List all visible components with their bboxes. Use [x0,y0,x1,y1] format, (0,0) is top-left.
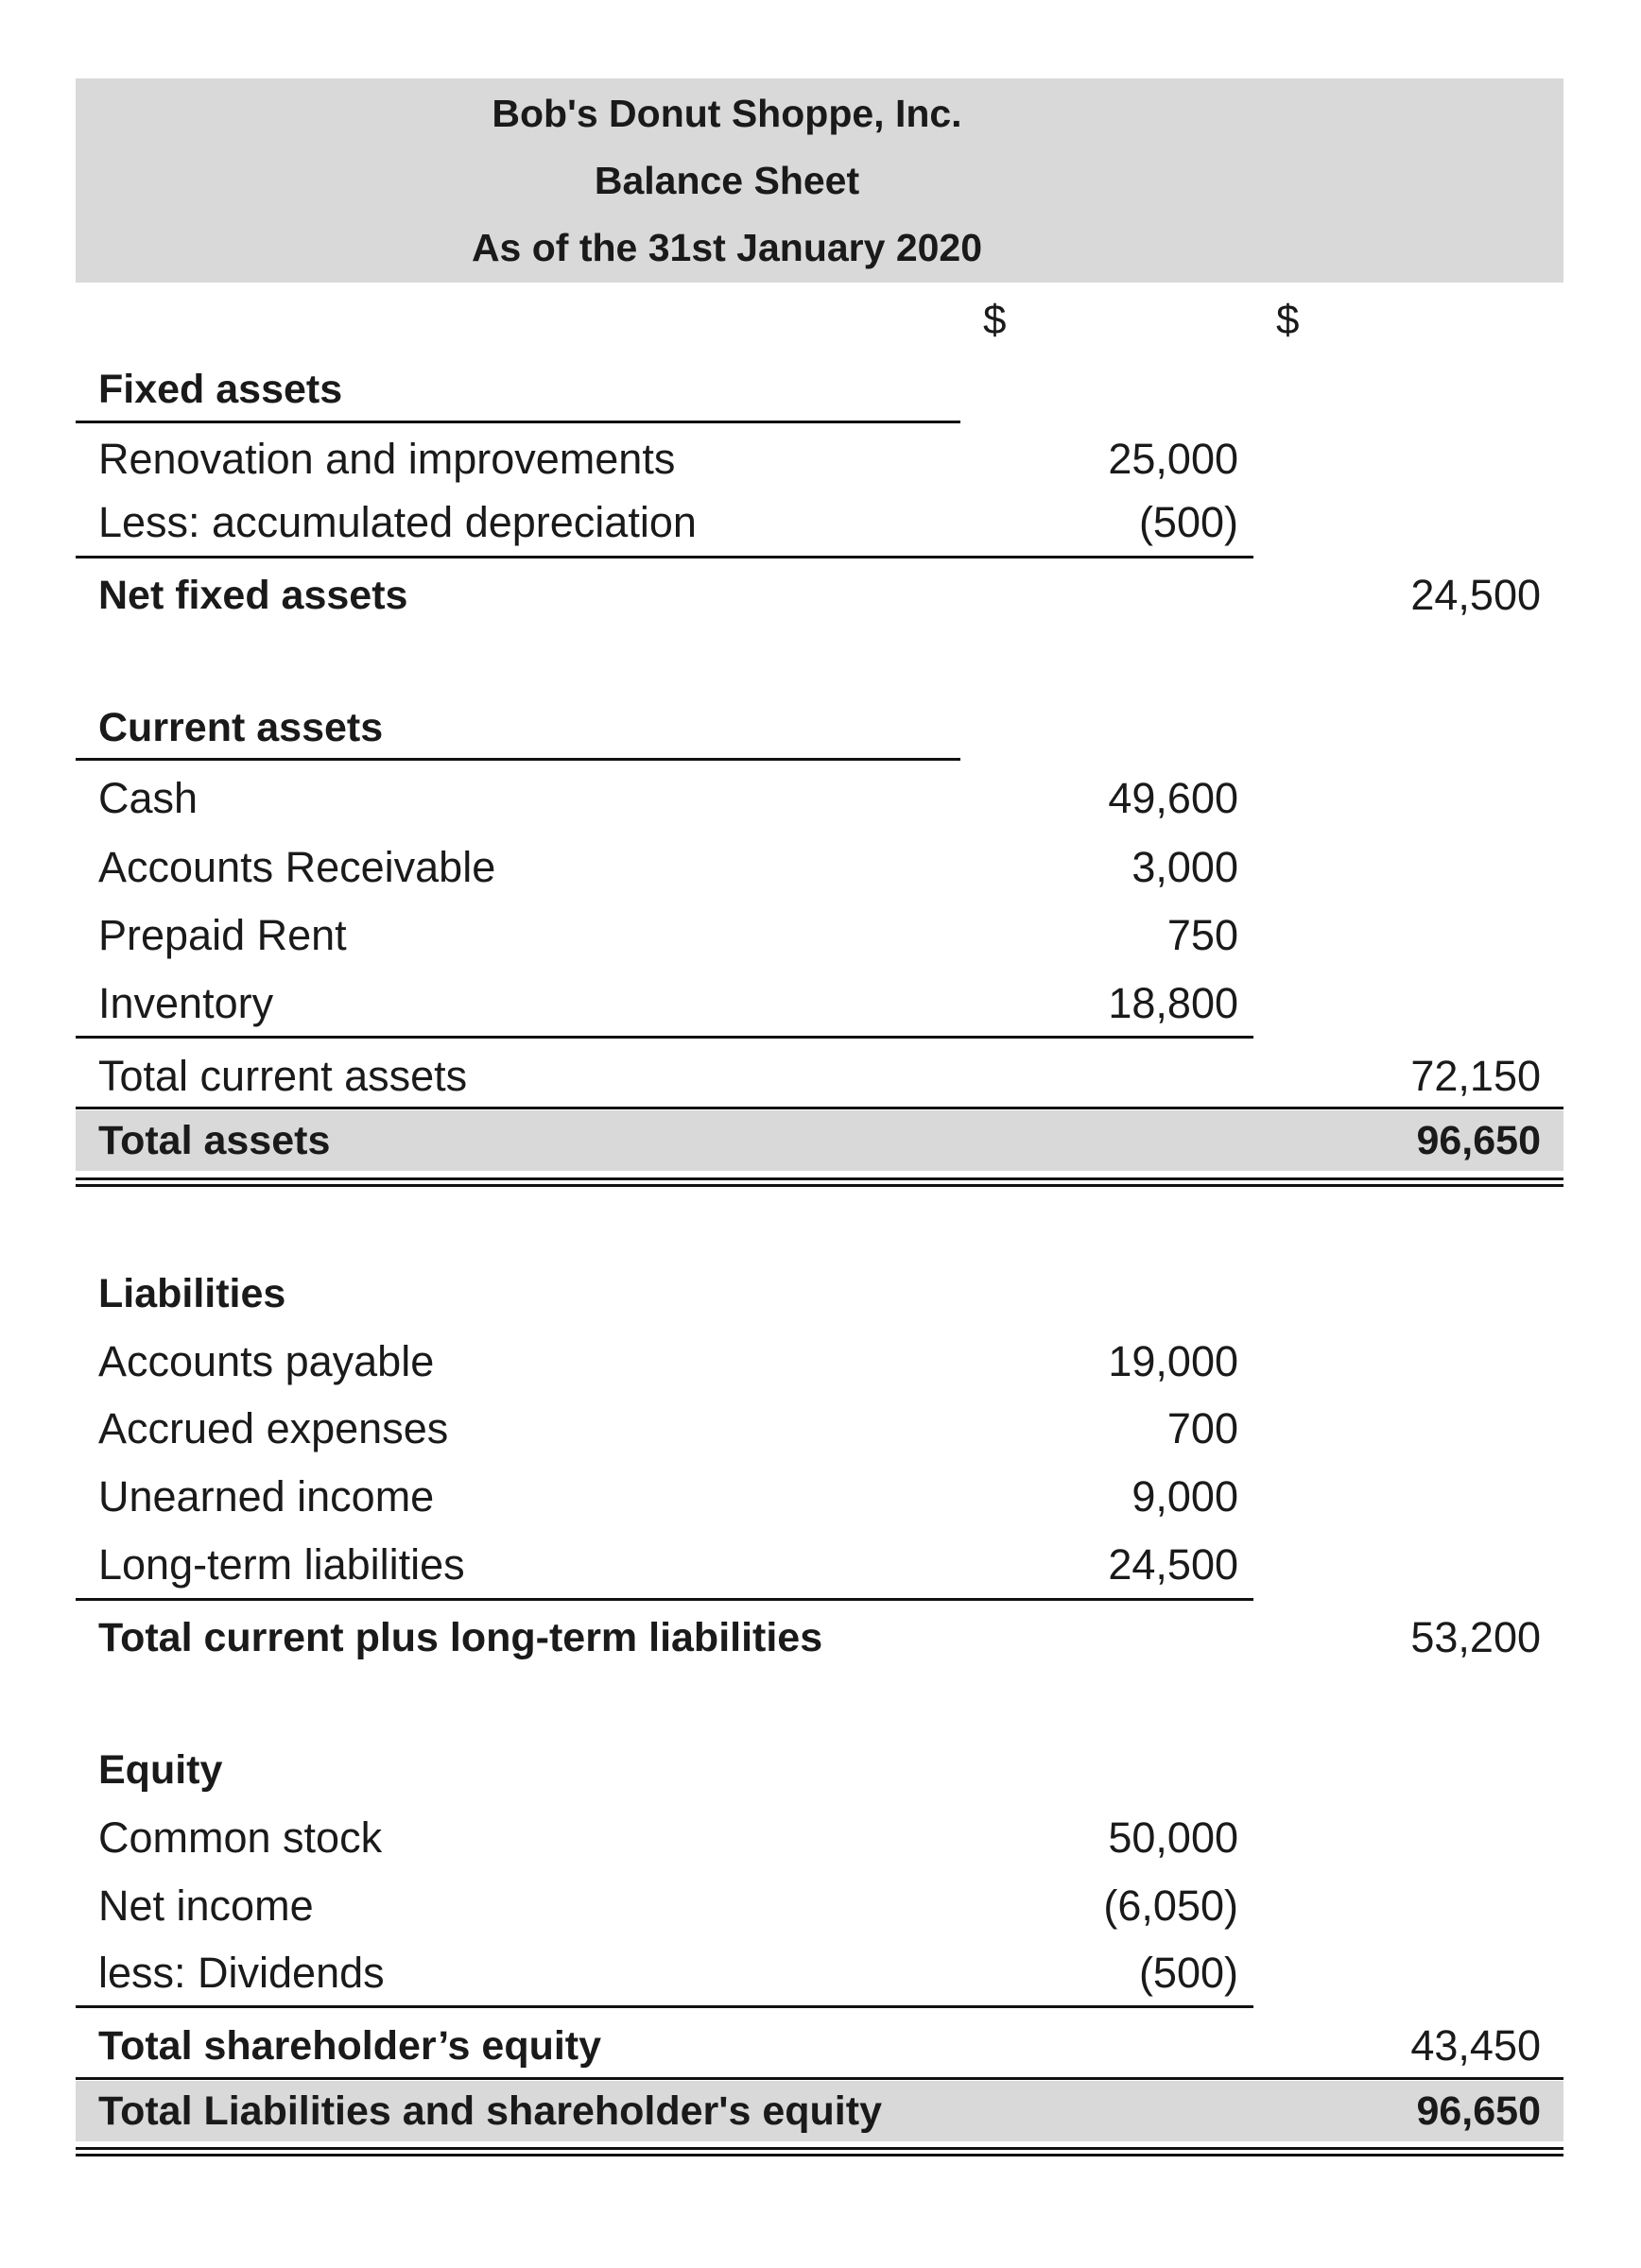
divider [76,1036,1253,1039]
line-item-value: 700 [1166,1404,1238,1452]
line-item-label: Cash [98,774,199,822]
subtotal-value: 72,150 [1410,1052,1541,1100]
line-item [76,1400,1563,1457]
divider [76,556,1253,558]
line-item [76,770,1563,827]
grand-total-value: 96,650 [1416,2088,1541,2134]
line-item-value: 25,000 [1108,435,1238,483]
subtotal-label: Net fixed assets [98,573,408,618]
line-item-value: 750 [1166,911,1238,959]
line-item-value: 19,000 [1108,1337,1238,1385]
line-item-value: (6,050) [1103,1881,1238,1930]
subtotal-row [76,1048,1563,1105]
line-item-value: 49,600 [1108,774,1238,822]
line-item-label: Prepaid Rent [98,911,347,959]
balance-sheet [76,78,1563,2174]
divider [76,1107,1563,1109]
subtotal-row [76,2018,1563,2074]
company-name: Bob's Donut Shoppe, Inc. [492,92,962,135]
currency-header-col1: $ [983,297,1007,343]
double-underline [76,1177,1563,1187]
grand-total-label: Total Liabilities and shareholder's equity [98,2088,882,2134]
line-item-value: (500) [1138,1949,1238,1997]
subtotal-label: Total current plus long-term liabilities [98,1615,823,1660]
line-item-label: Less: accumulated depreciation [98,498,697,546]
section-heading-liabilities: Liabilities [98,1271,286,1316]
line-item-label: Renovation and improvements [98,435,676,483]
line-item-label: Accrued expenses [98,1404,449,1452]
subtotal-value: 53,200 [1410,1613,1541,1661]
total-assets-row [76,1110,1563,1171]
line-item [76,1810,1563,1866]
line-item [76,1945,1563,2002]
subtotal-value: 24,500 [1410,571,1541,619]
divider [76,758,960,761]
line-item-value: 24,500 [1108,1540,1238,1589]
total-assets-label: Total assets [98,1118,331,1163]
line-item-value: 50,000 [1108,1813,1238,1862]
line-item-value: 3,000 [1131,843,1238,891]
subtotal-row [76,567,1563,624]
line-item-label: Long-term liabilities [98,1540,465,1589]
line-item-value: 18,800 [1108,979,1238,1027]
section-heading-equity: Equity [98,1747,223,1793]
line-item-label: Accounts Receivable [98,843,496,891]
divider [76,421,960,423]
line-item [76,1878,1563,1934]
section-heading-current-assets: Current assets [98,705,384,750]
statement-date: As of the 31st January 2020 [471,226,983,269]
line-item-value: (500) [1138,498,1238,546]
title-banner [76,78,1563,283]
divider [76,1598,1253,1601]
subtotal-label: Total current assets [98,1052,468,1100]
line-item [76,907,1563,964]
total-assets-value: 96,650 [1416,1118,1541,1163]
grand-total-row [76,2081,1563,2141]
line-item [76,1537,1563,1593]
subtotal-value: 43,450 [1410,2021,1541,2070]
line-item-label: Unearned income [98,1472,435,1521]
line-item [76,1333,1563,1390]
line-item-value: 9,000 [1131,1472,1238,1521]
line-item [76,1469,1563,1525]
divider [76,2077,1563,2080]
line-item-label: Common stock [98,1813,383,1862]
subtotal-label: Total shareholder’s equity [98,2023,602,2069]
section-heading-fixed-assets: Fixed assets [98,367,343,412]
divider [76,2005,1253,2008]
line-item-label: less: Dividends [98,1949,385,1997]
line-item-label: Inventory [98,979,274,1027]
line-item-label: Net income [98,1881,314,1930]
line-item [76,839,1563,896]
line-item [76,431,1563,488]
line-item-label: Accounts payable [98,1337,435,1385]
currency-header-col2: $ [1276,297,1300,343]
subtotal-row [76,1609,1563,1666]
statement-title: Balance Sheet [594,159,860,202]
line-item [76,494,1563,551]
double-underline [76,2147,1563,2156]
line-item [76,975,1563,1032]
